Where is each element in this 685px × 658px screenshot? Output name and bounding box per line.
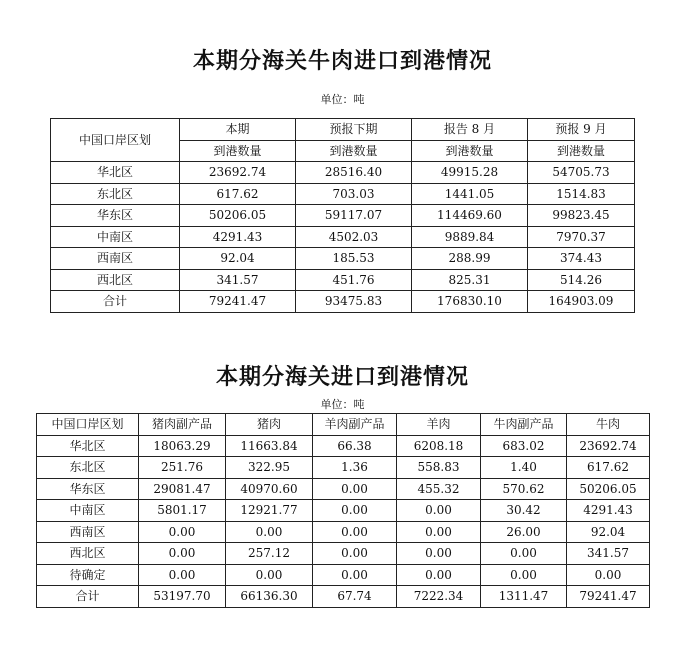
value-cell: 617.62 — [567, 457, 650, 479]
value-cell: 0.00 — [567, 564, 650, 586]
value-cell: 4502.03 — [296, 226, 412, 248]
value-cell: 92.04 — [180, 248, 296, 270]
table-row — [51, 183, 635, 205]
table-row — [51, 205, 635, 227]
value-cell: 0.00 — [139, 543, 226, 565]
value-cell: 7222.34 — [397, 586, 481, 608]
region-cell: 东北区 — [51, 183, 180, 205]
value-cell: 12921.77 — [226, 500, 313, 522]
value-cell: 703.03 — [296, 183, 412, 205]
value-cell: 4291.43 — [567, 500, 650, 522]
value-cell: 176830.10 — [412, 291, 528, 313]
column-header: 牛肉副产品 — [481, 414, 567, 436]
region-cell: 合计 — [51, 291, 180, 313]
value-cell: 0.00 — [313, 521, 397, 543]
column-header: 猪肉副产品 — [139, 414, 226, 436]
value-cell: 0.00 — [397, 564, 481, 586]
value-cell: 288.99 — [412, 248, 528, 270]
value-cell: 570.62 — [481, 478, 567, 500]
region-cell: 西北区 — [37, 543, 139, 565]
value-cell: 1.36 — [313, 457, 397, 479]
table-row — [37, 543, 650, 565]
value-cell: 0.00 — [397, 543, 481, 565]
table-row — [37, 457, 650, 479]
value-cell: 1.40 — [481, 457, 567, 479]
value-cell: 0.00 — [397, 521, 481, 543]
column-header: 猪肉 — [226, 414, 313, 436]
value-cell: 4291.43 — [180, 226, 296, 248]
value-cell: 1514.83 — [528, 183, 635, 205]
value-cell: 7970.37 — [528, 226, 635, 248]
value-cell: 683.02 — [481, 435, 567, 457]
table2-unit: 单位：吨 — [320, 398, 365, 411]
region-cell: 东北区 — [37, 457, 139, 479]
value-cell: 53197.70 — [139, 586, 226, 608]
meat-import-table — [36, 413, 650, 608]
value-cell: 0.00 — [226, 521, 313, 543]
table2-title: 本期分海关进口到港情况 — [215, 365, 469, 390]
column-subheader: 到港数量 — [528, 140, 635, 162]
region-cell: 华东区 — [51, 205, 180, 227]
value-cell: 99823.45 — [528, 205, 635, 227]
value-cell: 251.76 — [139, 457, 226, 479]
value-cell: 514.26 — [528, 269, 635, 291]
column-subheader: 到港数量 — [296, 140, 412, 162]
value-cell: 66136.30 — [226, 586, 313, 608]
value-cell: 30.42 — [481, 500, 567, 522]
value-cell: 5801.17 — [139, 500, 226, 522]
value-cell: 0.00 — [226, 564, 313, 586]
value-cell: 0.00 — [313, 543, 397, 565]
value-cell: 0.00 — [313, 500, 397, 522]
table-row — [37, 478, 650, 500]
value-cell: 54705.73 — [528, 162, 635, 184]
value-cell: 322.95 — [226, 457, 313, 479]
value-cell: 40970.60 — [226, 478, 313, 500]
value-cell: 0.00 — [397, 500, 481, 522]
table-row — [51, 226, 635, 248]
column-subheader: 到港数量 — [412, 140, 528, 162]
column-header: 羊肉副产品 — [313, 414, 397, 436]
table1-title: 本期分海关牛肉进口到港情况 — [192, 49, 492, 74]
column-header: 牛肉 — [567, 414, 650, 436]
value-cell: 59117.07 — [296, 205, 412, 227]
region-cell: 待确定 — [37, 564, 139, 586]
value-cell: 9889.84 — [412, 226, 528, 248]
value-cell: 50206.05 — [180, 205, 296, 227]
value-cell: 26.00 — [481, 521, 567, 543]
column-header: 中国口岸区划 — [37, 414, 139, 436]
region-cell: 华东区 — [37, 478, 139, 500]
value-cell: 28516.40 — [296, 162, 412, 184]
column-header: 羊肉 — [397, 414, 481, 436]
value-cell: 374.43 — [528, 248, 635, 270]
table-row — [51, 162, 635, 184]
region-cell: 西南区 — [37, 521, 139, 543]
value-cell: 1441.05 — [412, 183, 528, 205]
table1-unit: 单位：吨 — [320, 93, 365, 106]
table-row — [37, 586, 650, 608]
table-row — [37, 521, 650, 543]
value-cell: 0.00 — [139, 564, 226, 586]
table-row — [37, 500, 650, 522]
value-cell: 341.57 — [567, 543, 650, 565]
value-cell: 23692.74 — [567, 435, 650, 457]
value-cell: 23692.74 — [180, 162, 296, 184]
value-cell: 114469.60 — [412, 205, 528, 227]
value-cell: 29081.47 — [139, 478, 226, 500]
value-cell: 67.74 — [313, 586, 397, 608]
value-cell: 164903.09 — [528, 291, 635, 313]
value-cell: 0.00 — [139, 521, 226, 543]
column-group-header: 报告 8 月 — [412, 119, 528, 141]
value-cell: 451.76 — [296, 269, 412, 291]
value-cell: 49915.28 — [412, 162, 528, 184]
region-cell: 中南区 — [37, 500, 139, 522]
value-cell: 11663.84 — [226, 435, 313, 457]
value-cell: 617.62 — [180, 183, 296, 205]
region-header: 中国口岸区划 — [51, 119, 180, 162]
value-cell: 79241.47 — [180, 291, 296, 313]
value-cell: 0.00 — [481, 564, 567, 586]
region-cell: 华北区 — [37, 435, 139, 457]
value-cell: 0.00 — [313, 478, 397, 500]
table-row — [37, 435, 650, 457]
value-cell: 79241.47 — [567, 586, 650, 608]
region-cell: 合计 — [37, 586, 139, 608]
region-cell: 西北区 — [51, 269, 180, 291]
value-cell: 825.31 — [412, 269, 528, 291]
column-subheader: 到港数量 — [180, 140, 296, 162]
table-row — [37, 564, 650, 586]
value-cell: 558.83 — [397, 457, 481, 479]
table-header-row — [37, 414, 650, 436]
region-cell: 西南区 — [51, 248, 180, 270]
value-cell: 455.32 — [397, 478, 481, 500]
value-cell: 341.57 — [180, 269, 296, 291]
table-row — [51, 291, 635, 313]
value-cell: 66.38 — [313, 435, 397, 457]
column-group-header: 预报下期 — [296, 119, 412, 141]
value-cell: 6208.18 — [397, 435, 481, 457]
region-cell: 中南区 — [51, 226, 180, 248]
column-group-header: 预报 9 月 — [528, 119, 635, 141]
column-group-header: 本期 — [180, 119, 296, 141]
value-cell: 50206.05 — [567, 478, 650, 500]
value-cell: 92.04 — [567, 521, 650, 543]
beef-import-table — [50, 118, 635, 313]
value-cell: 257.12 — [226, 543, 313, 565]
region-cell: 华北区 — [51, 162, 180, 184]
value-cell: 185.53 — [296, 248, 412, 270]
value-cell: 0.00 — [481, 543, 567, 565]
table-row — [51, 269, 635, 291]
table-header-row — [51, 119, 635, 141]
value-cell: 1311.47 — [481, 586, 567, 608]
value-cell: 0.00 — [313, 564, 397, 586]
value-cell: 93475.83 — [296, 291, 412, 313]
table-row — [51, 248, 635, 270]
value-cell: 18063.29 — [139, 435, 226, 457]
